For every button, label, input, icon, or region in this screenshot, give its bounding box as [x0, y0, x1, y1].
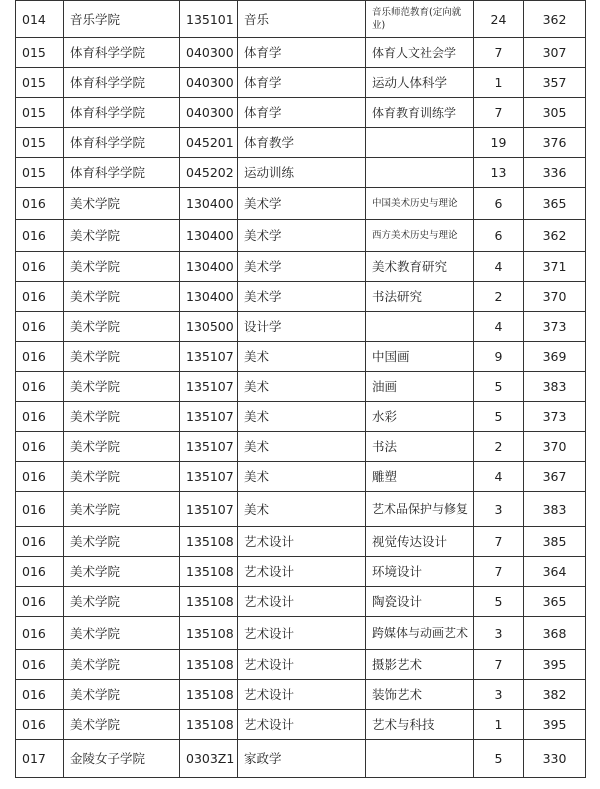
enrollment-count-cell: 13: [474, 158, 524, 188]
major-code-cell: 040300: [180, 68, 238, 98]
college-name-cell: 美术学院: [64, 557, 180, 587]
table-row: [16, 220, 586, 252]
direction-cell: 艺术与科技: [366, 710, 474, 740]
college-name-cell: 美术学院: [64, 220, 180, 252]
direction-cell: 运动人体科学: [366, 68, 474, 98]
score-line-cell: 371: [524, 252, 586, 282]
college-code-cell: 016: [16, 312, 64, 342]
college-name-cell: 美术学院: [64, 587, 180, 617]
direction-cell: 书法: [366, 432, 474, 462]
major-code-cell: 135107: [180, 342, 238, 372]
direction-cell: 视觉传达设计: [366, 527, 474, 557]
major-name-cell: 艺术设计: [238, 527, 366, 557]
table-row: [16, 650, 586, 680]
enrollment-count-cell: 1: [474, 710, 524, 740]
score-line-cell: 365: [524, 587, 586, 617]
college-name-cell: 美术学院: [64, 188, 180, 220]
college-code-cell: 016: [16, 587, 64, 617]
college-name-cell: 体育科学学院: [64, 158, 180, 188]
college-name-cell: 美术学院: [64, 342, 180, 372]
college-name-cell: 美术学院: [64, 372, 180, 402]
table-row: [16, 432, 586, 462]
college-name-cell: 体育科学学院: [64, 128, 180, 158]
direction-cell: 中国画: [366, 342, 474, 372]
direction-cell: 中国美术历史与理论: [366, 188, 474, 220]
enrollment-count-cell: 5: [474, 372, 524, 402]
direction-cell: 环境设计: [366, 557, 474, 587]
table-body: [16, 1, 586, 778]
major-name-cell: 艺术设计: [238, 587, 366, 617]
major-code-cell: 130400: [180, 188, 238, 220]
major-code-cell: 135108: [180, 617, 238, 650]
major-code-cell: 135107: [180, 492, 238, 527]
major-name-cell: 美术: [238, 372, 366, 402]
college-name-cell: 金陵女子学院: [64, 740, 180, 778]
table-row: [16, 98, 586, 128]
college-code-cell: 016: [16, 680, 64, 710]
score-line-cell: 307: [524, 38, 586, 68]
major-name-cell: 艺术设计: [238, 557, 366, 587]
table-row: [16, 617, 586, 650]
college-name-cell: 美术学院: [64, 402, 180, 432]
college-name-cell: 美术学院: [64, 492, 180, 527]
major-name-cell: 艺术设计: [238, 680, 366, 710]
college-name-cell: 美术学院: [64, 462, 180, 492]
college-name-cell: 美术学院: [64, 617, 180, 650]
college-code-cell: 016: [16, 527, 64, 557]
enrollment-count-cell: 19: [474, 128, 524, 158]
enrollment-count-cell: 7: [474, 557, 524, 587]
enrollment-count-cell: 3: [474, 617, 524, 650]
enrollment-count-cell: 7: [474, 98, 524, 128]
score-line-cell: 376: [524, 128, 586, 158]
table-row: [16, 38, 586, 68]
college-name-cell: 美术学院: [64, 710, 180, 740]
score-line-cell: 362: [524, 220, 586, 252]
score-line-cell: 357: [524, 68, 586, 98]
major-code-cell: 130400: [180, 220, 238, 252]
direction-cell: 装饰艺术: [366, 680, 474, 710]
major-code-cell: 135107: [180, 432, 238, 462]
direction-cell: 书法研究: [366, 282, 474, 312]
score-line-cell: 373: [524, 402, 586, 432]
college-code-cell: 017: [16, 740, 64, 778]
enrollment-count-cell: 6: [474, 188, 524, 220]
college-name-cell: 美术学院: [64, 680, 180, 710]
college-code-cell: 016: [16, 650, 64, 680]
enrollment-count-cell: 2: [474, 282, 524, 312]
major-code-cell: 135108: [180, 710, 238, 740]
college-name-cell: 体育科学学院: [64, 68, 180, 98]
major-name-cell: 美术学: [238, 188, 366, 220]
direction-cell: 陶瓷设计: [366, 587, 474, 617]
table-row: [16, 1, 586, 38]
college-code-cell: 016: [16, 342, 64, 372]
college-code-cell: 014: [16, 1, 64, 38]
score-line-cell: 383: [524, 492, 586, 527]
major-name-cell: 体育学: [238, 68, 366, 98]
direction-cell: 水彩: [366, 402, 474, 432]
college-code-cell: 015: [16, 38, 64, 68]
direction-cell: [366, 740, 474, 778]
direction-cell: 美术教育研究: [366, 252, 474, 282]
college-name-cell: 美术学院: [64, 282, 180, 312]
major-code-cell: 130400: [180, 252, 238, 282]
major-name-cell: 艺术设计: [238, 710, 366, 740]
college-name-cell: 美术学院: [64, 252, 180, 282]
enrollment-count-cell: 7: [474, 527, 524, 557]
score-line-cell: 369: [524, 342, 586, 372]
college-code-cell: 016: [16, 432, 64, 462]
major-code-cell: 130500: [180, 312, 238, 342]
score-line-cell: 364: [524, 557, 586, 587]
enrollment-count-cell: 3: [474, 680, 524, 710]
enrollment-count-cell: 5: [474, 402, 524, 432]
direction-cell: [366, 128, 474, 158]
college-code-cell: 015: [16, 98, 64, 128]
enrollment-count-cell: 2: [474, 432, 524, 462]
major-code-cell: 135108: [180, 680, 238, 710]
enrollment-count-cell: 4: [474, 252, 524, 282]
table-row: [16, 527, 586, 557]
major-code-cell: 135107: [180, 372, 238, 402]
table-row: [16, 188, 586, 220]
major-code-cell: 135108: [180, 587, 238, 617]
direction-cell: 跨媒体与动画艺术: [366, 617, 474, 650]
direction-cell: 雕塑: [366, 462, 474, 492]
table-row: [16, 492, 586, 527]
college-code-cell: 016: [16, 402, 64, 432]
major-code-cell: 040300: [180, 98, 238, 128]
college-name-cell: 体育科学学院: [64, 98, 180, 128]
enrollment-count-cell: 4: [474, 462, 524, 492]
score-line-cell: 305: [524, 98, 586, 128]
major-name-cell: 美术: [238, 462, 366, 492]
score-line-cell: 370: [524, 282, 586, 312]
score-line-cell: 336: [524, 158, 586, 188]
table-row: [16, 587, 586, 617]
college-name-cell: 美术学院: [64, 432, 180, 462]
college-code-cell: 016: [16, 492, 64, 527]
score-line-cell: 367: [524, 462, 586, 492]
major-code-cell: 135108: [180, 557, 238, 587]
major-name-cell: 艺术设计: [238, 650, 366, 680]
college-name-cell: 美术学院: [64, 527, 180, 557]
score-line-cell: 362: [524, 1, 586, 38]
major-code-cell: 0303Z1: [180, 740, 238, 778]
major-name-cell: 美术: [238, 342, 366, 372]
college-name-cell: 音乐学院: [64, 1, 180, 38]
major-name-cell: 艺术设计: [238, 617, 366, 650]
table-row: [16, 158, 586, 188]
major-name-cell: 设计学: [238, 312, 366, 342]
table-row: [16, 402, 586, 432]
table-row: [16, 740, 586, 778]
college-code-cell: 016: [16, 282, 64, 312]
major-name-cell: 美术: [238, 402, 366, 432]
score-line-cell: 365: [524, 188, 586, 220]
direction-cell: 摄影艺术: [366, 650, 474, 680]
college-code-cell: 015: [16, 68, 64, 98]
college-code-cell: 016: [16, 462, 64, 492]
enrollment-count-cell: 9: [474, 342, 524, 372]
major-name-cell: 体育学: [238, 38, 366, 68]
table-row: [16, 342, 586, 372]
major-code-cell: 135108: [180, 650, 238, 680]
college-name-cell: 美术学院: [64, 650, 180, 680]
major-code-cell: 130400: [180, 282, 238, 312]
table-row: [16, 557, 586, 587]
table-row: [16, 312, 586, 342]
score-line-cell: 385: [524, 527, 586, 557]
enrollment-count-cell: 6: [474, 220, 524, 252]
table-row: [16, 680, 586, 710]
enrollment-count-cell: 5: [474, 740, 524, 778]
enrollment-count-cell: 7: [474, 38, 524, 68]
college-code-cell: 016: [16, 220, 64, 252]
table-row: [16, 462, 586, 492]
major-name-cell: 体育教学: [238, 128, 366, 158]
direction-cell: 体育人文社会学: [366, 38, 474, 68]
college-code-cell: 016: [16, 372, 64, 402]
table-row: [16, 372, 586, 402]
major-code-cell: 040300: [180, 38, 238, 68]
score-line-cell: 373: [524, 312, 586, 342]
score-line-cell: 383: [524, 372, 586, 402]
major-name-cell: 美术学: [238, 282, 366, 312]
score-line-cell: 395: [524, 710, 586, 740]
table-row: [16, 710, 586, 740]
score-line-cell: 395: [524, 650, 586, 680]
major-name-cell: 美术学: [238, 252, 366, 282]
enrollment-count-cell: 3: [474, 492, 524, 527]
major-code-cell: 135107: [180, 402, 238, 432]
major-code-cell: 135108: [180, 527, 238, 557]
major-code-cell: 135107: [180, 462, 238, 492]
table-row: [16, 68, 586, 98]
major-name-cell: 美术学: [238, 220, 366, 252]
college-code-cell: 016: [16, 557, 64, 587]
direction-cell: [366, 158, 474, 188]
score-line-cell: 330: [524, 740, 586, 778]
college-code-cell: 015: [16, 128, 64, 158]
major-name-cell: 美术: [238, 492, 366, 527]
direction-cell: 体育教育训练学: [366, 98, 474, 128]
score-line-cell: 382: [524, 680, 586, 710]
enrollment-count-cell: 24: [474, 1, 524, 38]
table-row: [16, 128, 586, 158]
college-name-cell: 美术学院: [64, 312, 180, 342]
table-row: [16, 282, 586, 312]
direction-cell: 西方美术历史与理论: [366, 220, 474, 252]
major-code-cell: 135101: [180, 1, 238, 38]
college-code-cell: 016: [16, 188, 64, 220]
college-code-cell: 016: [16, 617, 64, 650]
score-line-cell: 368: [524, 617, 586, 650]
direction-cell: 油画: [366, 372, 474, 402]
direction-cell: 艺术品保护与修复: [366, 492, 474, 527]
major-name-cell: 音乐: [238, 1, 366, 38]
college-code-cell: 015: [16, 158, 64, 188]
college-name-cell: 体育科学学院: [64, 38, 180, 68]
major-code-cell: 045202: [180, 158, 238, 188]
college-code-cell: 016: [16, 252, 64, 282]
score-line-cell: 370: [524, 432, 586, 462]
enrollment-count-cell: 5: [474, 587, 524, 617]
table-row: [16, 252, 586, 282]
enrollment-count-cell: 1: [474, 68, 524, 98]
major-name-cell: 体育学: [238, 98, 366, 128]
direction-cell: 音乐师范教育(定向就业): [366, 1, 474, 38]
college-code-cell: 016: [16, 710, 64, 740]
admission-table: [15, 0, 586, 778]
direction-cell: [366, 312, 474, 342]
enrollment-count-cell: 7: [474, 650, 524, 680]
major-name-cell: 美术: [238, 432, 366, 462]
major-name-cell: 运动训练: [238, 158, 366, 188]
enrollment-count-cell: 4: [474, 312, 524, 342]
major-code-cell: 045201: [180, 128, 238, 158]
major-name-cell: 家政学: [238, 740, 366, 778]
